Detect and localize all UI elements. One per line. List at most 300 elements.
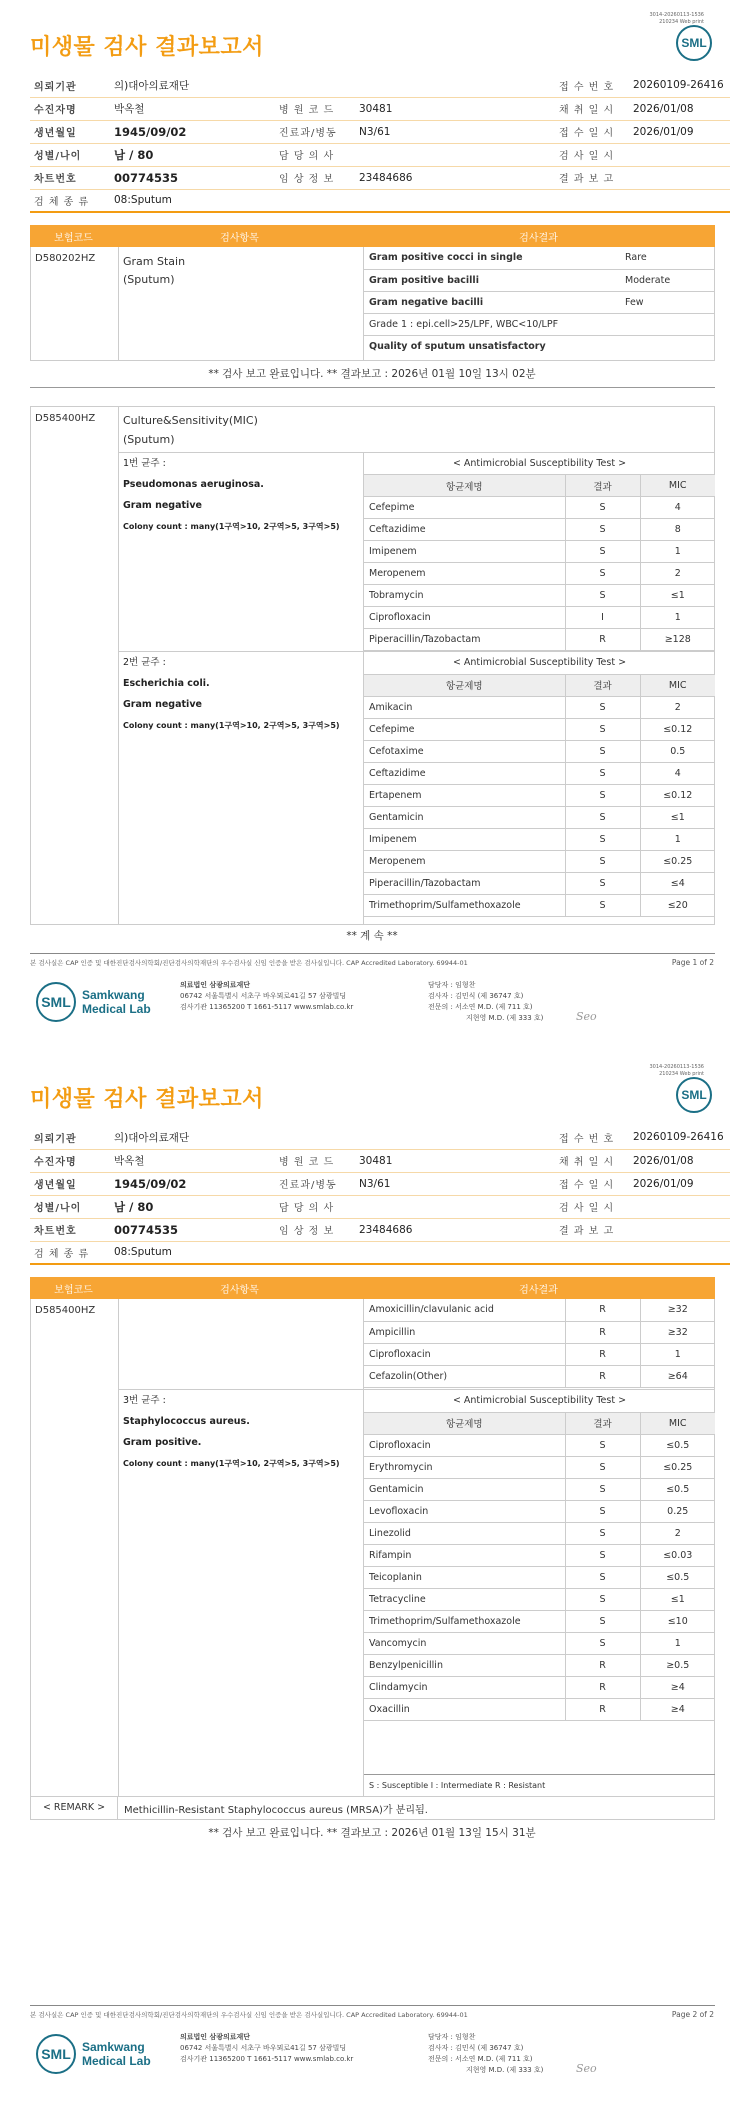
drug-mic: 2 [640, 563, 715, 585]
drug-result: S [565, 497, 640, 519]
org-phone: 검사기관 11365200 T 1661-5117 www.smlab.co.kr [180, 2055, 354, 2063]
col-item-header: 검사항목 [220, 232, 259, 244]
gram-quality: Quality of sputum unsatisfactory [369, 340, 546, 352]
drug-row [364, 1365, 715, 1387]
reception-no-label: 접 수 번 호 [555, 74, 629, 97]
footer-address [180, 2032, 353, 2065]
brand-line-1: Samkwang [82, 2040, 145, 2054]
organism-2-name: Escherichia coli. [123, 678, 210, 689]
col-result-header: 검사결과 [519, 232, 558, 244]
chart-value: 00774535 [110, 1218, 275, 1241]
page-title: 미생물 검사 결과보고서 [30, 1087, 264, 1112]
drug-mic: ≤0.12 [640, 784, 715, 806]
organism-1-gram: Gram negative [123, 500, 202, 511]
ast-caption: < Antimicrobial Susceptibility Test > [364, 1390, 715, 1412]
ast-caption: < Antimicrobial Susceptibility Test > [364, 453, 715, 475]
footer-staff [428, 980, 543, 1024]
drug-mic: ≤20 [640, 894, 715, 916]
gram-code: D580202HZ [35, 253, 96, 264]
chart-label: 차트번호 [30, 1218, 110, 1241]
name-label: 수진자명 [30, 1149, 110, 1172]
drug-mic: 0.25 [640, 1500, 715, 1522]
patient-info-table [30, 1126, 730, 1265]
drug-name: Levofloxacin [364, 1500, 565, 1522]
birth-label: 생년월일 [30, 1172, 110, 1195]
drug-mic: ≤0.12 [640, 718, 715, 740]
test-date-label: 검 사 일 시 [555, 143, 629, 166]
drug-name: Ampicillin [364, 1321, 565, 1343]
report-value [629, 166, 730, 189]
drug-name: Gentamicin [364, 1478, 565, 1500]
drug-result: S [565, 740, 640, 762]
drug-mic: ≥0.5 [640, 1654, 715, 1676]
remark-row [30, 1796, 715, 1820]
drug-mic: ≤1 [640, 585, 715, 607]
drug-mic: ≤0.03 [640, 1544, 715, 1566]
col-drug-header: 항균제명 [364, 674, 565, 696]
sex-age-value: 남 / 80 [110, 143, 275, 166]
drug-row [364, 696, 715, 718]
drug-result: S [565, 828, 640, 850]
staff-line: 전문의 : 서소연 M.D. (제 711 호) [428, 1003, 533, 1011]
drug-result: R [565, 1321, 640, 1343]
culture-item [123, 411, 258, 449]
gram-grade: Grade 1 : epi.cell>25/LPF, WBC<10/LPF [364, 313, 715, 335]
drug-result: R [565, 1365, 640, 1387]
drug-result: S [565, 850, 640, 872]
footer-brand [36, 2034, 151, 2074]
drug-result: R [565, 1343, 640, 1365]
susceptibility-legend: S : Susceptible I : Intermediate R : Resistant [364, 1774, 715, 1796]
staff-line: 검사자 : 김민식 (제 36747 호) [428, 2044, 524, 2052]
drug-name: Tetracycline [364, 1588, 565, 1610]
col-result-header: 결과 [565, 674, 640, 696]
drug-row [364, 740, 715, 762]
drug-row [364, 1500, 715, 1522]
report-label: 결 과 보 고 [555, 1218, 629, 1241]
organism-2-label: 2번 균주 : [123, 657, 166, 668]
drug-row [364, 1343, 715, 1365]
drug-row [364, 1610, 715, 1632]
drug-row [364, 1299, 715, 1321]
drug-mic: ≤0.25 [640, 1456, 715, 1478]
gram-item [123, 253, 185, 289]
test-date-value [629, 143, 730, 166]
reception-no-label: 접 수 번 호 [555, 1126, 629, 1149]
drug-name: Cefepime [364, 497, 565, 519]
drug-name: Amoxicillin/clavulanic acid [364, 1299, 565, 1321]
gram-stain-block [30, 247, 715, 361]
drug-mic: 1 [640, 1343, 715, 1365]
page-title: 미생물 검사 결과보고서 [30, 35, 264, 60]
drug-name: Cefazolin(Other) [364, 1365, 565, 1387]
print-id: 3014-20260113-1536 [649, 12, 704, 18]
drug-row [364, 784, 715, 806]
col-mic-header: MIC [640, 674, 715, 696]
footer-brand [36, 982, 151, 1022]
organism-3-name: Staphylococcus aureus. [123, 1416, 250, 1427]
culture-code: D585400HZ [35, 413, 96, 424]
footer-staff [428, 2032, 543, 2076]
sml-logo: SML [676, 25, 712, 61]
drug-result: I [565, 607, 640, 629]
col-code-header: 보험코드 [54, 1284, 93, 1296]
col-mic-header: MIC [640, 1412, 715, 1434]
drug-result: S [565, 541, 640, 563]
dept-label: 진료과/병동 [275, 1172, 355, 1195]
drug-row [364, 1588, 715, 1610]
drug-name: Ceftazidime [364, 519, 565, 541]
drug-row [364, 1434, 715, 1456]
ast-table-1 [364, 452, 715, 651]
footer-logo: SML [36, 2034, 76, 2074]
drug-result: S [565, 1566, 640, 1588]
drug-name: Trimethoprim/Sulfamethoxazole [364, 894, 565, 916]
col-result-header: 검사결과 [519, 1284, 558, 1296]
org-address: 06742 서울특별시 서초구 바우뫼로41길 57 삼광빌딩 [180, 2044, 347, 2052]
organism-2-gram: Gram negative [123, 699, 202, 710]
sml-logo: SML [676, 1077, 712, 1113]
org-address: 06742 서울특별시 서초구 바우뫼로41길 57 삼광빌딩 [180, 992, 347, 1000]
print-stamp [649, 12, 704, 26]
gram-result-table [364, 247, 715, 357]
result-table-header [30, 225, 715, 247]
receive-date-value: 2026/01/09 [629, 120, 730, 143]
col-drug-header: 항균제명 [364, 475, 565, 497]
drug-result: S [565, 1632, 640, 1654]
drug-name: Gentamicin [364, 806, 565, 828]
test-date-label: 검 사 일 시 [555, 1195, 629, 1218]
collect-date-value: 2026/01/08 [629, 97, 730, 120]
drug-mic: 1 [640, 541, 715, 563]
organism-1-info [123, 453, 340, 537]
drug-result: S [565, 1588, 640, 1610]
drug-row [364, 872, 715, 894]
gram-row-name: Gram positive bacilli [364, 269, 620, 291]
drug-name: Oxacillin [364, 1698, 565, 1720]
doctor-label: 담 당 의 사 [275, 143, 355, 166]
chart-value: 00774535 [110, 166, 275, 189]
drug-result: R [565, 629, 640, 651]
receive-date-value: 2026/01/09 [629, 1172, 730, 1195]
drug-result: S [565, 1610, 640, 1632]
organism-2-info [123, 652, 340, 736]
drug-name: Imipenem [364, 828, 565, 850]
drug-mic: 1 [640, 607, 715, 629]
drug-name: Piperacillin/Tazobactam [364, 872, 565, 894]
doctor-value [355, 143, 475, 166]
chart-label: 차트번호 [30, 166, 110, 189]
culture-block [30, 406, 715, 925]
organism-3-gram: Gram positive. [123, 1437, 202, 1448]
reception-no-value: 20260109-26416 [629, 1126, 730, 1149]
collect-date-value: 2026/01/08 [629, 1149, 730, 1172]
drug-result: R [565, 1698, 640, 1720]
organism-3-info [123, 1390, 340, 1474]
staff-line: 전문의 : 서소연 M.D. (제 711 호) [428, 2055, 533, 2063]
culture-item-name: Culture&Sensitivity(MIC) [123, 414, 258, 427]
drug-row [364, 1632, 715, 1654]
sex-age-value: 남 / 80 [110, 1195, 275, 1218]
drug-mic: ≥64 [640, 1365, 715, 1387]
institution-label: 의뢰기관 [30, 1126, 110, 1149]
brand-line-1: Samkwang [82, 988, 145, 1002]
receive-date-label: 접 수 일 시 [555, 1172, 629, 1195]
drug-name: Vancomycin [364, 1632, 565, 1654]
drug-name: Ciprofloxacin [364, 1343, 565, 1365]
organism-1-name: Pseudomonas aeruginosa. [123, 479, 264, 490]
name-value: 박옥철 [110, 97, 275, 120]
drug-name: Trimethoprim/Sulfamethoxazole [364, 1610, 565, 1632]
drug-row [364, 894, 715, 916]
footer-logo: SML [36, 982, 76, 1022]
drug-mic: 4 [640, 497, 715, 519]
ast-table-2 [364, 652, 715, 917]
drug-result: S [565, 1500, 640, 1522]
drug-name: Ertapenem [364, 784, 565, 806]
drug-name: Linezolid [364, 1522, 565, 1544]
hospital-code-label: 병 원 코 드 [275, 1149, 355, 1172]
drug-name: Imipenem [364, 541, 565, 563]
drug-result: S [565, 585, 640, 607]
staff-line: 지현영 M.D. (제 333 호) [466, 2066, 544, 2074]
col-result-header: 결과 [565, 475, 640, 497]
drug-mic: 1 [640, 828, 715, 850]
drug-name: Ceftazidime [364, 762, 565, 784]
drug-mic: 8 [640, 519, 715, 541]
institution-label: 의뢰기관 [30, 74, 110, 97]
specimen-label: 검 체 종 류 [30, 189, 110, 212]
dept-value: N3/61 [355, 1172, 475, 1195]
remark-text: Methicillin-Resistant Staphylococcus aureus (MRSA)가 분리됨. [124, 1804, 428, 1816]
drug-result: R [565, 1676, 640, 1698]
drug-row [364, 1676, 715, 1698]
remark-label: < REMARK > [31, 1797, 118, 1819]
institution-value: 의)대아의료재단 [110, 74, 475, 97]
gram-row [364, 269, 715, 291]
drug-row [364, 541, 715, 563]
continued-text: ** 계 속 ** [346, 930, 398, 942]
drug-row [364, 519, 715, 541]
org-name: 의료법인 삼광의료재단 [180, 981, 251, 989]
doctor-value [355, 1195, 475, 1218]
drug-result: R [565, 1299, 640, 1321]
drug-name: Amikacin [364, 696, 565, 718]
gram-row-name: Gram positive cocci in single [364, 247, 620, 269]
drug-row [364, 563, 715, 585]
org-name: 의료법인 삼광의료재단 [180, 2033, 251, 2041]
birth-value: 1945/09/02 [110, 1172, 275, 1195]
drug-name: Teicoplanin [364, 1566, 565, 1588]
footer-address [180, 980, 353, 1013]
report-page-2 [0, 1052, 744, 2104]
drug-result: S [565, 1456, 640, 1478]
drug-row [364, 1698, 715, 1720]
drug-result: R [565, 1654, 640, 1676]
page-number: Page 1 of 2 [671, 958, 714, 967]
drug-row [364, 629, 715, 651]
drug-mic: ≤4 [640, 872, 715, 894]
organism-3-count: Colony count : many(1구역>10, 2구역>5, 3구역>5) [123, 1459, 340, 1468]
col-drug-header: 항균제명 [364, 1412, 565, 1434]
drug-result: S [565, 519, 640, 541]
col-result-header: 결과 [565, 1412, 640, 1434]
drug-mic: ≥32 [640, 1299, 715, 1321]
clinical-label: 임 상 정 보 [275, 166, 355, 189]
organism-2-count: Colony count : many(1구역>10, 2구역>5, 3구역>5) [123, 721, 340, 730]
dept-label: 진료과/병동 [275, 120, 355, 143]
drug-result: S [565, 563, 640, 585]
hospital-code-value: 30481 [355, 1149, 475, 1172]
print-id: 3014-20260113-1536 [649, 1064, 704, 1070]
culture-block-continued [30, 1299, 715, 1797]
staff-line: 담당자 : 임형찬 [428, 2033, 476, 2041]
col-mic-header: MIC [640, 475, 715, 497]
sex-age-label: 성별/나이 [30, 143, 110, 166]
result-table-header [30, 1277, 715, 1299]
hospital-code-value: 30481 [355, 97, 475, 120]
collect-date-label: 채 취 일 시 [555, 1149, 629, 1172]
drug-name: Piperacillin/Tazobactam [364, 629, 565, 651]
drug-mic: 2 [640, 1522, 715, 1544]
print-sub: 210234 Web print [659, 19, 704, 25]
dept-value: N3/61 [355, 120, 475, 143]
report-value [629, 1218, 730, 1241]
birth-label: 생년월일 [30, 120, 110, 143]
drug-name: Erythromycin [364, 1456, 565, 1478]
reception-no-value: 20260109-26416 [629, 74, 730, 97]
drug-row [364, 718, 715, 740]
drug-result: S [565, 762, 640, 784]
drug-name: Cefotaxime [364, 740, 565, 762]
organism-1-count: Colony count : many(1구역>10, 2구역>5, 3구역>5) [123, 522, 340, 531]
collect-date-label: 채 취 일 시 [555, 97, 629, 120]
drug-mic: ≥4 [640, 1698, 715, 1720]
birth-value: 1945/09/02 [110, 120, 275, 143]
drug-mic: 1 [640, 1632, 715, 1654]
drug-mic: ≤0.5 [640, 1566, 715, 1588]
name-label: 수진자명 [30, 97, 110, 120]
drug-row [364, 1321, 715, 1343]
drug-name: Tobramycin [364, 585, 565, 607]
signature: Seo [576, 1010, 597, 1023]
col-code-header: 보험코드 [54, 232, 93, 244]
drug-row [364, 585, 715, 607]
gram-row-value: Moderate [620, 269, 715, 291]
drug-row [364, 1654, 715, 1676]
drug-mic: ≥4 [640, 1676, 715, 1698]
drug-name: Ciprofloxacin [364, 1434, 565, 1456]
drug-name: Rifampin [364, 1544, 565, 1566]
specimen-label: 검 체 종 류 [30, 1241, 110, 1264]
drug-name: Cefepime [364, 718, 565, 740]
name-value: 박옥철 [110, 1149, 275, 1172]
culture-item-specimen: (Sputum) [123, 433, 175, 446]
drug-row [364, 1566, 715, 1588]
col-item-header: 검사항목 [220, 1284, 259, 1296]
report-complete-1: ** 검사 보고 완료입니다. ** 결과보고 : 2026년 01월 10일 13시 02분 [208, 368, 536, 380]
drug-result: S [565, 1434, 640, 1456]
drug-row [364, 1478, 715, 1500]
organism-3-label: 3번 균주 : [123, 1395, 166, 1406]
gram-item-specimen: (Sputum) [123, 273, 175, 286]
drug-name: Meropenem [364, 563, 565, 585]
signature: Seo [576, 2062, 597, 2075]
footer-note: 본 검사실은 CAP 인증 및 대한진단검사의학회/진단검사의학재단의 우수검사실 신임 인증을 받은 검사실입니다. CAP Accredited Laboratory. 69944-01 [30, 959, 468, 967]
drug-row [364, 1456, 715, 1478]
drug-name: Meropenem [364, 850, 565, 872]
drug-row [364, 1522, 715, 1544]
drug-mic: 2 [640, 696, 715, 718]
staff-line: 지현영 M.D. (제 333 호) [466, 1014, 544, 1022]
print-stamp [649, 1064, 704, 1078]
specimen-value: 08:Sputum [110, 189, 730, 212]
institution-value: 의)대아의료재단 [110, 1126, 475, 1149]
drug-row [364, 607, 715, 629]
culture-code: D585400HZ [35, 1305, 96, 1316]
drug-row [364, 497, 715, 519]
drug-result: S [565, 806, 640, 828]
specimen-value: 08:Sputum [110, 1241, 730, 1264]
clinical-value: 23484686 [355, 166, 475, 189]
patient-info-table [30, 74, 730, 213]
drug-mic: ≤0.5 [640, 1478, 715, 1500]
drug-result: S [565, 718, 640, 740]
print-sub: 210234 Web print [659, 1071, 704, 1077]
drug-mic: 0.5 [640, 740, 715, 762]
drug-mic: ≥32 [640, 1321, 715, 1343]
drug-result: S [565, 1522, 640, 1544]
gram-row-name: Gram negative bacilli [364, 291, 620, 313]
ast-table-continued [364, 1299, 715, 1388]
drug-name: Ciprofloxacin [364, 607, 565, 629]
drug-result: S [565, 696, 640, 718]
ast-table-3 [364, 1390, 715, 1721]
drug-name: Clindamycin [364, 1676, 565, 1698]
drug-mic: ≤1 [640, 806, 715, 828]
staff-line: 검사자 : 김민식 (제 36747 호) [428, 992, 524, 1000]
drug-name: Benzylpenicillin [364, 1654, 565, 1676]
drug-row [364, 828, 715, 850]
ast-caption: < Antimicrobial Susceptibility Test > [364, 652, 715, 674]
gram-row-value: Few [620, 291, 715, 313]
receive-date-label: 접 수 일 시 [555, 120, 629, 143]
drug-mic: ≤1 [640, 1588, 715, 1610]
report-complete-2: ** 검사 보고 완료입니다. ** 결과보고 : 2026년 01월 13일 15시 31분 [208, 1827, 536, 1839]
brand-line-2: Medical Lab [82, 1002, 151, 1016]
drug-row [364, 1544, 715, 1566]
drug-result: S [565, 872, 640, 894]
drug-mic: ≤0.5 [640, 1434, 715, 1456]
gram-row-value: Rare [620, 247, 715, 269]
gram-row [364, 247, 715, 269]
drug-result: S [565, 1478, 640, 1500]
drug-row [364, 850, 715, 872]
footer-note: 본 검사실은 CAP 인증 및 대한진단검사의학회/진단검사의학재단의 우수검사실 신임 인증을 받은 검사실입니다. CAP Accredited Laboratory. 69944-01 [30, 2011, 468, 2019]
hospital-code-label: 병 원 코 드 [275, 97, 355, 120]
brand-line-2: Medical Lab [82, 2054, 151, 2068]
report-label: 결 과 보 고 [555, 166, 629, 189]
staff-line: 담당자 : 임형찬 [428, 981, 476, 989]
gram-row [364, 291, 715, 313]
drug-result: S [565, 784, 640, 806]
drug-mic: ≤0.25 [640, 850, 715, 872]
clinical-label: 임 상 정 보 [275, 1218, 355, 1241]
drug-mic: ≥128 [640, 629, 715, 651]
organism-1-label: 1번 균주 : [123, 458, 166, 469]
sex-age-label: 성별/나이 [30, 1195, 110, 1218]
clinical-value: 23484686 [355, 1218, 475, 1241]
